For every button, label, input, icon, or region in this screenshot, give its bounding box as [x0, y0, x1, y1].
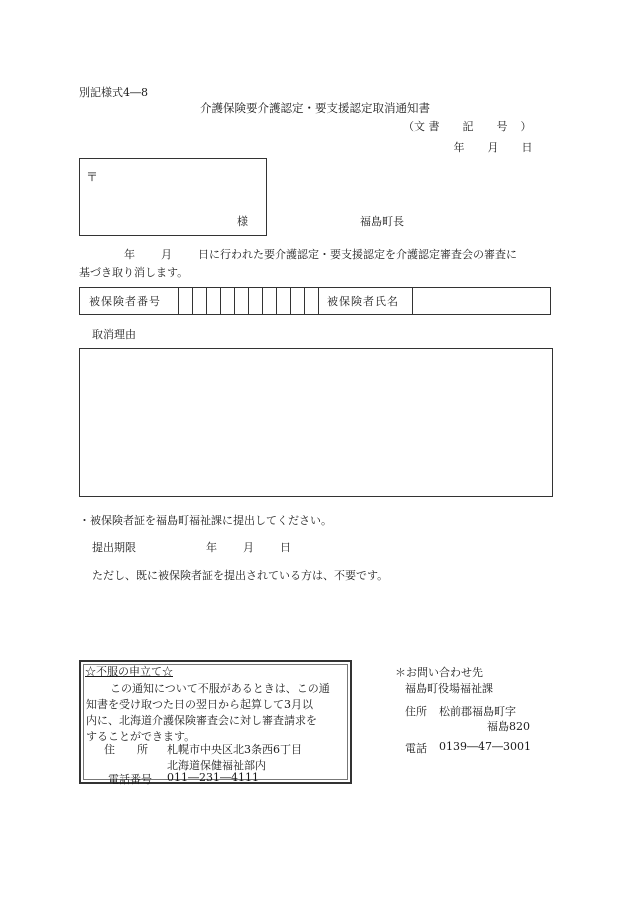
insured-number-digit-cell[interactable] — [249, 288, 263, 314]
insured-number-digit-cell[interactable] — [179, 288, 193, 314]
doc-number-part: （文 — [403, 120, 425, 133]
insured-number-label: 被保険者番号 — [80, 288, 179, 314]
insured-number-digit-cell[interactable] — [263, 288, 277, 314]
submission-notice: ・被保険者証を福島町福祉課に提出してください。 — [79, 514, 332, 527]
insured-number-digit-cell[interactable] — [207, 288, 221, 314]
doc-number-part: 記 — [462, 120, 474, 133]
insured-number-digit-cell[interactable] — [221, 288, 235, 314]
date-month: 月 — [487, 141, 499, 154]
appeal-text-line: することができます。 — [86, 730, 196, 743]
date-day: 日 — [521, 141, 533, 154]
body-line1-rest: 日に行われた要介護認定・要支援認定を介護認定審査会の審査に — [198, 248, 517, 261]
insured-number-digit-cell[interactable] — [291, 288, 305, 314]
appeal-address-label: 住 所 — [104, 743, 148, 756]
deadline-month: 月 — [243, 541, 254, 554]
appeal-tel-number: 011―231―4111 — [167, 771, 259, 784]
date-year: 年 — [453, 141, 465, 154]
document-title: 介護保険要介護認定・要支援認定取消通知書 — [200, 101, 430, 115]
doc-number-part: ） — [520, 120, 532, 133]
insured-name-cell[interactable] — [413, 288, 550, 314]
appeal-text-line: 内に、北海道介護保険審査会に対し審査請求を — [86, 714, 317, 727]
recipient-honorific: 様 — [237, 215, 248, 228]
insured-info-table — [79, 287, 551, 315]
appeal-text-line: この通知について不服があるときは、この通 — [110, 682, 330, 695]
insured-number-digit-cell[interactable] — [235, 288, 249, 314]
contact-address-label: 住所 — [405, 705, 427, 718]
doc-number-part: 書 — [428, 120, 440, 133]
postal-mark: 〒 — [86, 170, 99, 184]
doc-number-part: 号 — [496, 120, 508, 133]
contact-tel-number: 0139―47―3001 — [439, 740, 531, 753]
issuer-name: 福島町長 — [360, 215, 404, 228]
insured-number-digit-cell[interactable] — [305, 288, 319, 314]
contact-title: ＊お問い合わせ先 — [395, 666, 483, 679]
deadline-day: 日 — [280, 541, 291, 554]
appeal-address-line-1: 札幌市中央区北3条西6丁目 — [167, 743, 302, 756]
submission-note: ただし、既に被保険者証を提出されている方は、不要です。 — [92, 569, 389, 582]
submission-deadline — [92, 539, 291, 555]
body-month: 月 — [161, 248, 172, 261]
appeal-text-line: 知書を受け取つた日の翌日から起算して3月以 — [86, 698, 313, 711]
contact-department: 福島町役場福祉課 — [405, 682, 493, 695]
cancellation-reason-box[interactable] — [79, 348, 553, 497]
appeal-title: ☆不服の申立て☆ — [85, 665, 173, 678]
deadline-label: 提出期限 — [92, 541, 136, 554]
body-text-line-1 — [124, 246, 517, 262]
document-number — [403, 118, 533, 134]
insured-name-label: 被保険者氏名 — [319, 288, 413, 314]
form-id: 別記様式4―8 — [79, 86, 148, 99]
appeal-tel-label: 電話番号 — [108, 773, 152, 786]
body-text-line-2: 基づき取り消します。 — [79, 266, 189, 279]
contact-address-line-1: 松前郡福島町字 — [439, 705, 516, 718]
appeal-address-line-2: 北海道保健福祉部内 — [167, 759, 266, 772]
contact-address-line-2: 福島820 — [487, 720, 530, 733]
insured-number-digit-cell[interactable] — [193, 288, 207, 314]
insured-number-digit-cell[interactable] — [277, 288, 291, 314]
contact-tel-label: 電話 — [405, 742, 427, 755]
deadline-year: 年 — [206, 541, 217, 554]
cancellation-reason-label: 取消理由 — [92, 328, 136, 341]
document-date — [442, 139, 544, 155]
body-year: 年 — [124, 248, 135, 261]
